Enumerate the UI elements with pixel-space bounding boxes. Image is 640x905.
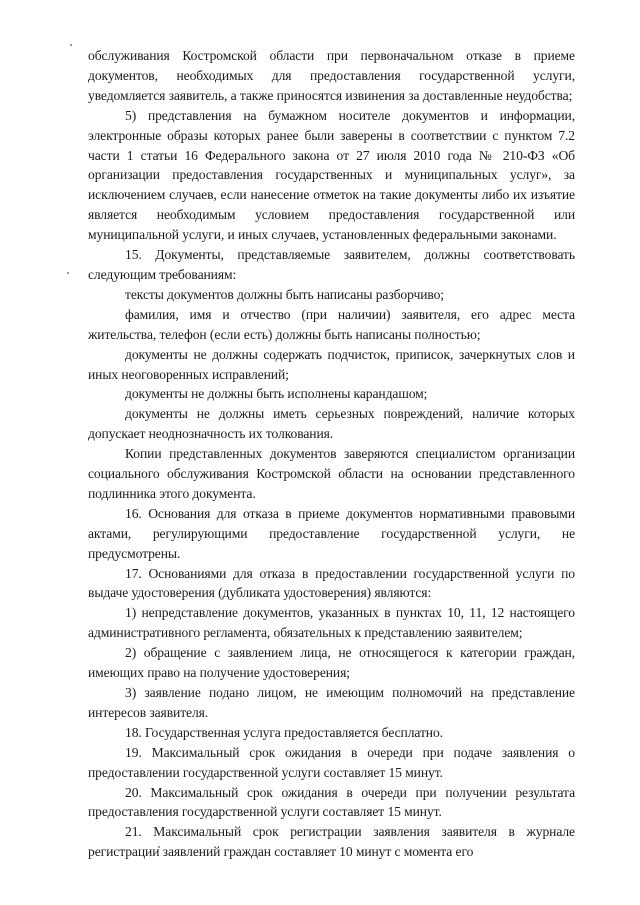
paragraph: обслуживания Костромской области при первоначальном отказе в приеме документов, необходимых для предоставления государственной услуги, уведомляется заявитель, а также приносятся извинения за доставленные неудобства; xyxy=(88,48,575,103)
scan-speck xyxy=(70,44,72,46)
paragraph: 17. Основаниями для отказа в предоставлении государственной услуги по выдаче удостоверения (дубликата удостоверения) являются: xyxy=(88,565,575,601)
paragraph: 19. Максимальный срок ожидания в очереди при подаче заявления о предоставлении государственной услуги составляет 15 минут. xyxy=(88,744,575,780)
paragraph: 21. Максимальный срок регистрации заявления заявителя в журнале регистрации заявлений граждан составляет 10 минут с момента его xyxy=(88,824,575,860)
paragraph: 1) непредставление документов, указанных в пунктах 10, 11, 12 настоящего административного регламента, обязательных к представлению заявителем; xyxy=(88,605,575,641)
paragraph: 2) обращение с заявлением лица, не относящегося к категории граждан, имеющих право на получение удостоверения; xyxy=(88,645,575,681)
document-body xyxy=(88,46,575,862)
paragraph: 18. Государственная услуга предоставляется бесплатно. xyxy=(125,724,443,740)
paragraph: Копии представленных документов заверяются специалистом организации социального обслуживания Костромской области на основании представленного подлинника этого документа. xyxy=(88,446,575,501)
paragraph: фамилия, имя и отчество (при наличии) заявителя, его адрес места жительства, телефон (если есть) должны быть написаны полностью; xyxy=(88,306,575,342)
scan-speck xyxy=(67,272,69,274)
paragraph: 5) представления на бумажном носителе документов и информации, электронные образы которых ранее были заверены в соответствии с пунктом 7.2 части 1 статьи 16 Федерального закона от 27 июля 2010 года № 210-ФЗ «Об организации предоставления государственных и муниципальных услуг», за исключением случаев, если нанесение отметок на такие документы либо их изъятие является необходимым условием предоставления государственной или муниципальной услуги, и иных случаев, установленных федеральными законами. xyxy=(88,107,575,243)
paragraph: тексты документов должны быть написаны разборчиво; xyxy=(125,286,444,302)
paragraph: документы не должны иметь серьезных повреждений, наличие которых допускает неоднозначность их толкования. xyxy=(88,406,575,442)
paragraph: 15. Документы, представляемые заявителем, должны соответствовать следующим требованиям: xyxy=(88,247,575,282)
paragraph: 20. Максимальный срок ожидания в очереди при получении результата предоставления государственной услуги составляет 15 минут. xyxy=(88,784,575,820)
paragraph: 16. Основания для отказа в приеме документов нормативными правовыми актами, регулирующими предоставление государственной услуги, не предусмотрены. xyxy=(88,505,575,561)
paragraph: документы не должны быть исполнены карандашом; xyxy=(125,386,428,402)
paragraph: 3) заявление подано лицом, не имеющим полномочий на представление интересов заявителя. xyxy=(88,685,575,720)
paragraph: документы не должны содержать подчисток, приписок, зачеркнутых слов и иных неоговоренных исправлений; xyxy=(88,346,575,382)
